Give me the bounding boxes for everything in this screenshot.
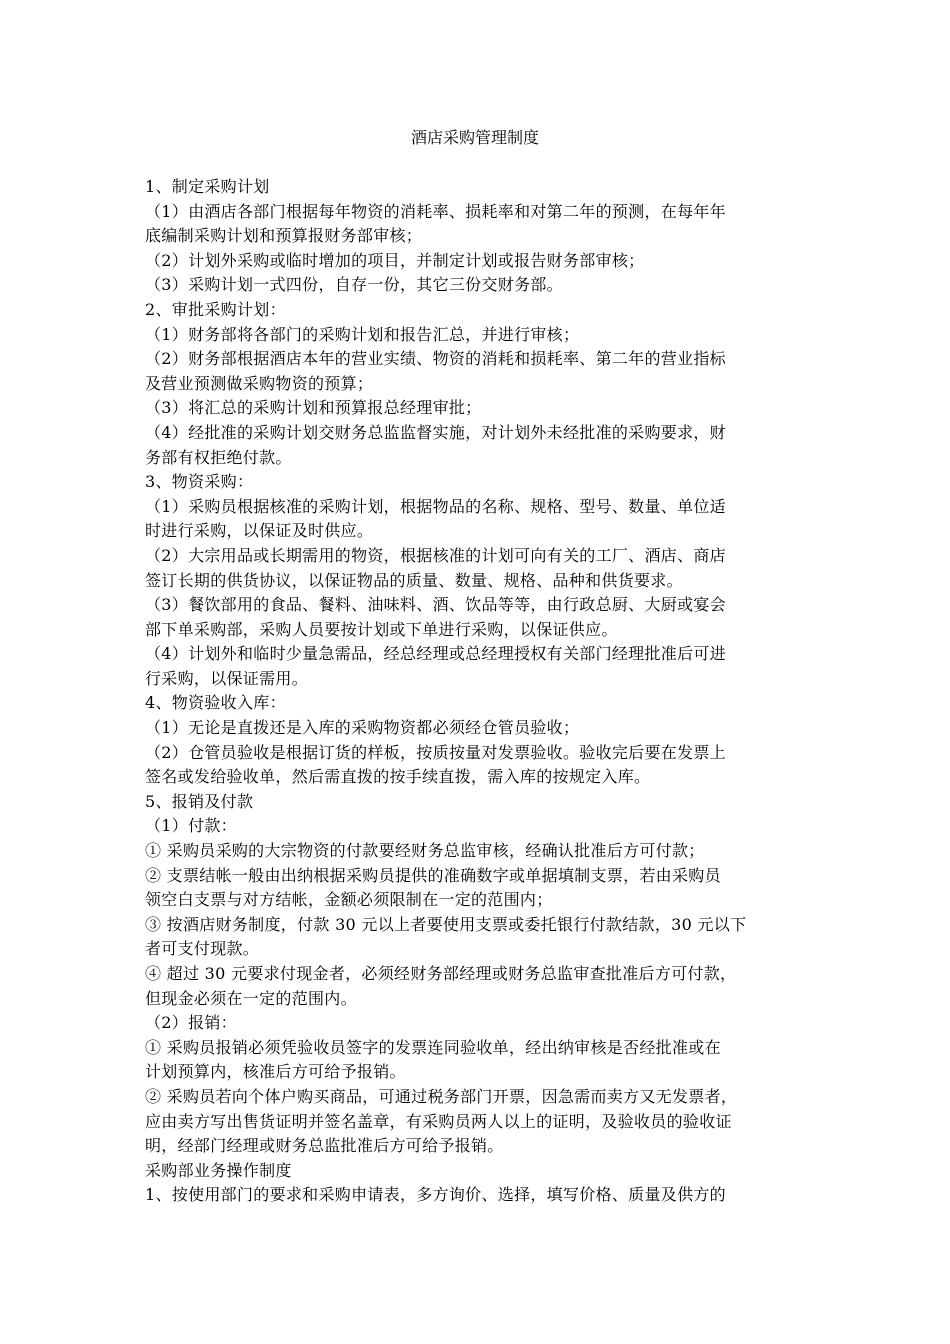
text-line: ② 采购员若向个体户购买商品，可通过税务部门开票，因急需而卖方又无发票者， [145, 1086, 738, 1106]
text-line: （2）财务部根据酒店本年的营业实绩、物资的消耗和损耗率、第二年的营业指标 [145, 349, 726, 369]
text-line: 5、报销及付款 [145, 791, 254, 811]
document-body [145, 175, 810, 1208]
text-line: （3）采购计划一式四份，自存一份，其它三份交财务部。 [145, 275, 563, 295]
text-line: 底编制采购计划和预算报财务部审核； [145, 226, 423, 246]
text-line: 时进行采购，以保证及时供应。 [145, 521, 374, 541]
text-line: （2）大宗用品或长期需用的物资，根据核准的计划可向有关的工厂、酒店、商店 [145, 545, 726, 565]
text-line: 采购部业务操作制度 [145, 1160, 292, 1180]
text-line: （2）计划外采购或临时增加的项目，并制定计划或报告财务部审核； [145, 250, 645, 270]
text-line: 领空白支票与对方结帐，金额必须限制在一定的范围内； [145, 890, 553, 910]
text-line: （4）计划外和临时少量急需品，经总经理或总经理授权有关部门经理批准后可进 [145, 644, 726, 664]
text-line: 部下单采购部，采购人员要按计划或下单进行采购，以保证供应。 [145, 619, 618, 639]
text-line: 应由卖方写出售货证明并签名盖章，有采购员两人以上的证明，及验收员的验收证 [145, 1111, 732, 1131]
text-line: 计划预算内，核准后方可给予报销。 [145, 1062, 406, 1082]
text-line: （1）由酒店各部门根据每年物资的消耗率、损耗率和对第二年的预测，在每年年 [145, 201, 726, 221]
text-line: 明，经部门经理或财务总监批准后方可给予报销。 [145, 1136, 504, 1156]
text-line: 行采购，以保证需用。 [145, 668, 309, 688]
text-line: （2）报销： [145, 1013, 237, 1033]
text-line: 及营业预测做采购物资的预算； [145, 373, 374, 393]
text-line: 1、按使用部门的要求和采购申请表，多方询价、选择，填写价格、质量及供方的 [145, 1185, 726, 1205]
text-line: 2、审批采购计划： [145, 299, 286, 319]
text-line: ① 采购员报销必须凭验收员签字的发票连同验收单，经出纳审核是否经批准或在 [145, 1037, 721, 1057]
text-line: 签订长期的供货协议，以保证物品的质量、数量、规格、品种和供货要求。 [145, 570, 683, 590]
text-line: （3）餐饮部用的食品、餐料、油味料、酒、饮品等等，由行政总厨、大厨或宴会 [145, 595, 726, 615]
text-line: 者可支付现款。 [145, 939, 260, 959]
text-line: 1、制定采购计划 [145, 177, 270, 196]
text-line: 3、物资采购： [145, 472, 254, 492]
text-line: （1）付款： [145, 816, 237, 836]
text-line: 务部有权拒绝付款。 [145, 447, 292, 467]
text-line: ① 采购员采购的大宗物资的付款要经财务总监审核，经确认批准后方可付款； [145, 841, 705, 861]
text-line: （2）仓管员验收是根据订货的样板，按质按量对发票验收。验收完后要在发票上 [145, 742, 726, 762]
text-line: 签名或发给验收单，然后需直拨的按手续直拨，需入库的按规定入库。 [145, 767, 651, 787]
text-line: （3）将汇总的采购计划和预算报总经理审批； [145, 398, 482, 418]
document-title: 酒店采购管理制度 [410, 128, 539, 147]
text-line: ② 支票结帐一般由出纳根据采购员提供的准确数字或单据填制支票，若由采购员 [145, 865, 721, 885]
text-line: （1）无论是直拨还是入库的采购物资都必须经仓管员验收； [145, 718, 580, 738]
text-line: 4、物资验收入库： [145, 693, 286, 713]
text-line: ③ 按酒店财务制度，付款 30 元以上者要使用支票或委托银行付款结款，30 元以下 [145, 914, 747, 934]
text-line: 但现金必须在一定的范围内。 [145, 988, 357, 1008]
text-line: （1）采购员根据核准的采购计划，根据物品的名称、规格、型号、数量、单位适 [145, 496, 726, 516]
text-line: ④ 超过 30 元要求付现金者，必须经财务部经理或财务总监审查批准后方可付款， [145, 964, 737, 983]
text-line: （1）财务部将各部门的采购计划和报告汇总，并进行审核； [145, 324, 580, 344]
text-line: （4）经批准的采购计划交财务总监监督实施，对计划外未经批准的采购要求，财 [145, 422, 726, 442]
